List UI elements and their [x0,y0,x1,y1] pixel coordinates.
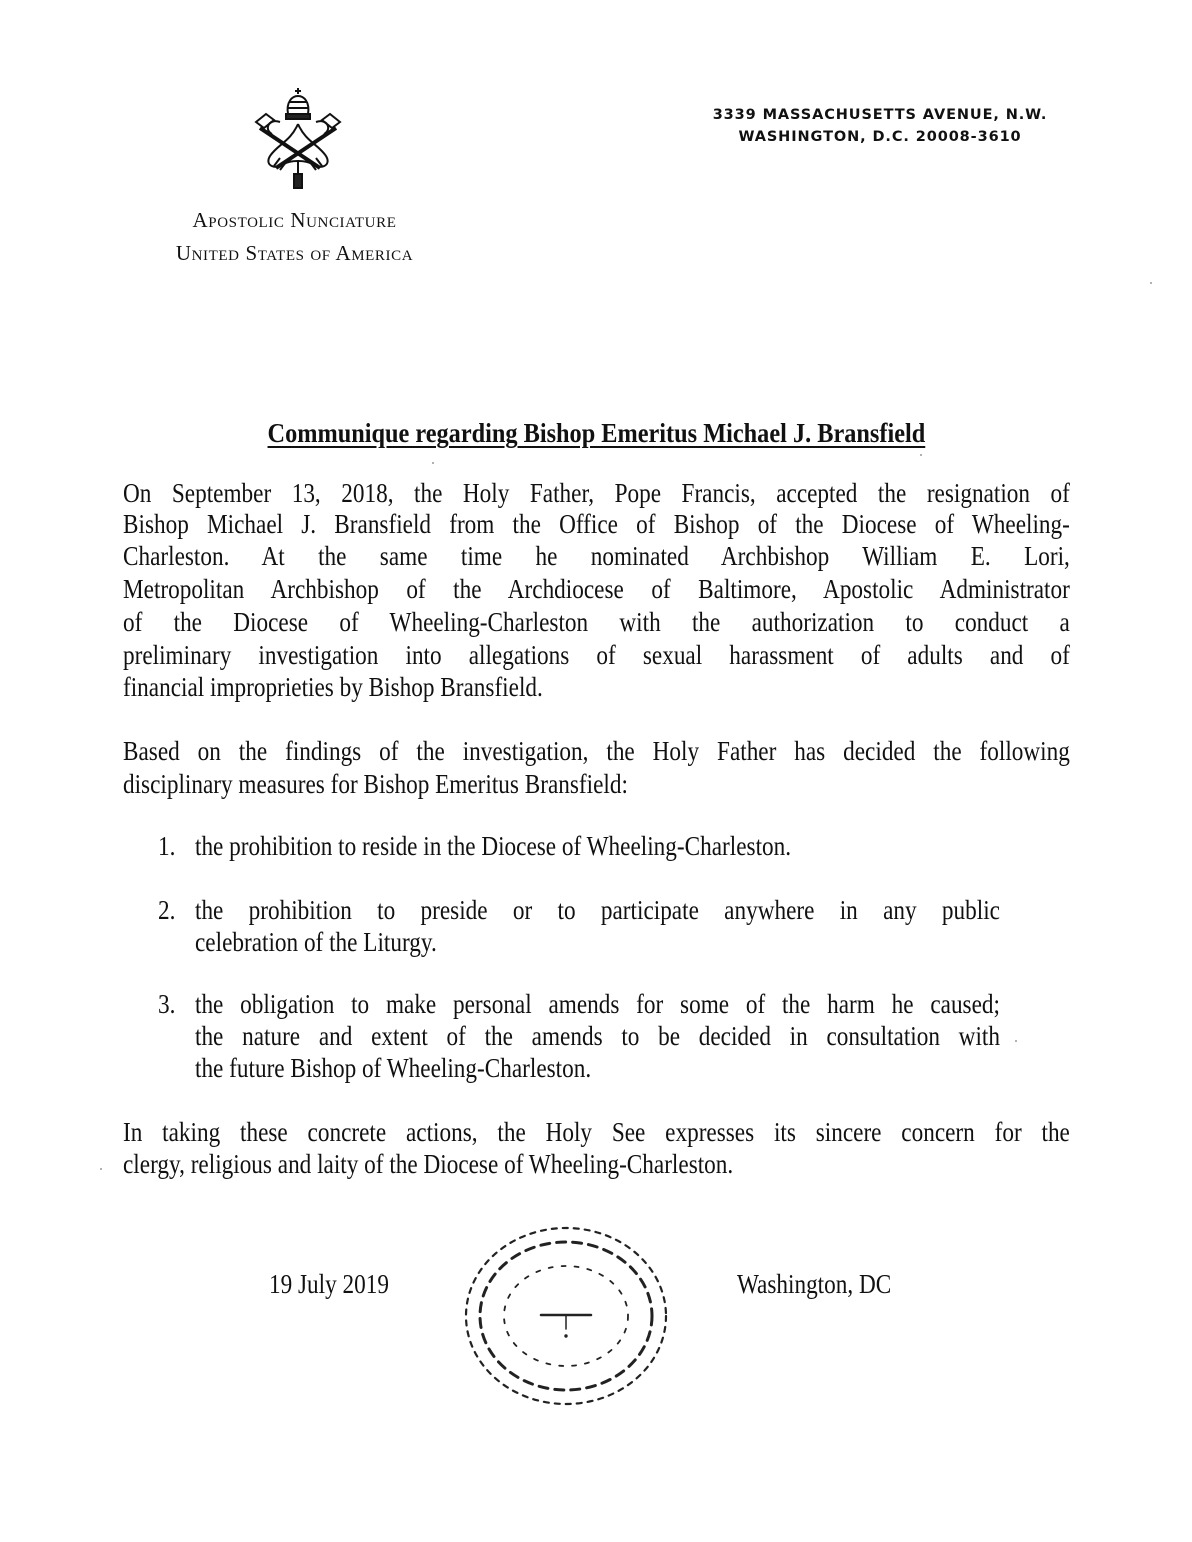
letterhead [122,204,467,270]
list-item-line [195,1052,1000,1084]
paragraph-line [123,671,1070,703]
scan-speck [100,1168,102,1170]
list-item-number-text: 2. [158,895,176,925]
list-item-line-text: the obligation to make personal amends for some of the harm he caused; [195,989,1000,1019]
paragraph-line-text: disciplinary measures for Bishop Emeritus Bransfield: [123,769,628,799]
list-item-line [195,1020,1000,1052]
document-title-text: Communique regarding Bishop Emeritus Michael J. Bransfield [267,418,925,448]
document-place-text: Washington, DC [737,1269,892,1299]
list-item-number-text: 1. [158,831,176,861]
paragraph-line-text: Charleston. At the same time he nominated Archbishop William E. Lori, [123,541,1070,571]
paragraph-line [123,1148,1070,1180]
paragraph-line [123,1116,1070,1148]
document-date-text: 19 July 2019 [269,1269,389,1299]
list-item-line-text: celebration of the Liturgy. [195,927,437,957]
paragraph-line [123,768,1070,800]
holy-see-coat-of-arms-icon [250,84,346,192]
letterhead-organization: Apostolic Nunciature [192,208,397,232]
paragraph-line-text: clergy, religious and laity of the Diocese of Wheeling-Charleston. [123,1149,734,1179]
list-item-line-text: the prohibition to preside or to participate anywhere in any public [195,895,1000,925]
list-item-line [195,830,1000,862]
paragraph-line [123,508,1070,540]
paragraph-line-text: of the Diocese of Wheeling-Charleston with the authorization to conduct a [123,607,1070,637]
paragraph-line [123,540,1070,572]
letterhead-country: United States of America [175,241,414,265]
list-item-line-text: the nature and extent of the amends to be decided in consultation with [195,1021,1000,1051]
list-item-number [158,988,178,1020]
list-item-line-text: the prohibition to reside in the Diocese of Wheeling-Charleston. [195,831,792,861]
paragraph-line-text: On September 13, 2018, the Holy Father, Pope Francis, accepted the resignation of [123,478,1070,508]
paragraph-line-text: financial improprieties by Bishop Bransfield. [123,672,543,702]
list-item-line [195,894,1000,926]
document-title [0,418,1192,449]
scan-speck [432,462,434,464]
document-date [269,1268,409,1300]
nunciature-seal-stamp-icon [456,1218,676,1410]
paragraph-line [123,735,1070,767]
paragraph-line [123,573,1070,605]
list-item-line [195,988,1000,1020]
paragraph-line-text: Bishop Michael J. Bransfield from the Office of Bishop of the Diocese of Wheeling- [123,509,1070,539]
paragraph-line-text: preliminary investigation into allegations of sexual harassment of adults and of [123,640,1070,670]
paragraph-line [123,639,1070,671]
list-item-number-text: 3. [158,989,176,1019]
nunciature-address [690,104,1070,148]
document-place [737,1268,916,1300]
list-item-number [158,830,178,862]
paragraph-line-text: Based on the findings of the investigation, the Holy Father has decided the following [123,736,1070,766]
scan-speck [1015,1040,1017,1042]
list-item-line-text: the future Bishop of Wheeling-Charleston. [195,1053,592,1083]
paragraph-line [123,477,1070,509]
scan-speck [1150,282,1152,284]
list-item-line [195,926,1000,958]
scan-speck [920,454,922,456]
address-line-city: WASHINGTON, D.C. 20008-3610 [738,129,1022,145]
paragraph-line-text: Metropolitan Archbishop of the Archdiocese of Baltimore, Apostolic Administrator [123,574,1070,604]
paragraph-line [123,606,1070,638]
paragraph-line-text: In taking these concrete actions, the Holy See expresses its sincere concern for the [123,1117,1070,1147]
address-line-street: 3339 MASSACHUSETTS AVENUE, N.W. [712,107,1048,123]
list-item-number [158,894,178,926]
